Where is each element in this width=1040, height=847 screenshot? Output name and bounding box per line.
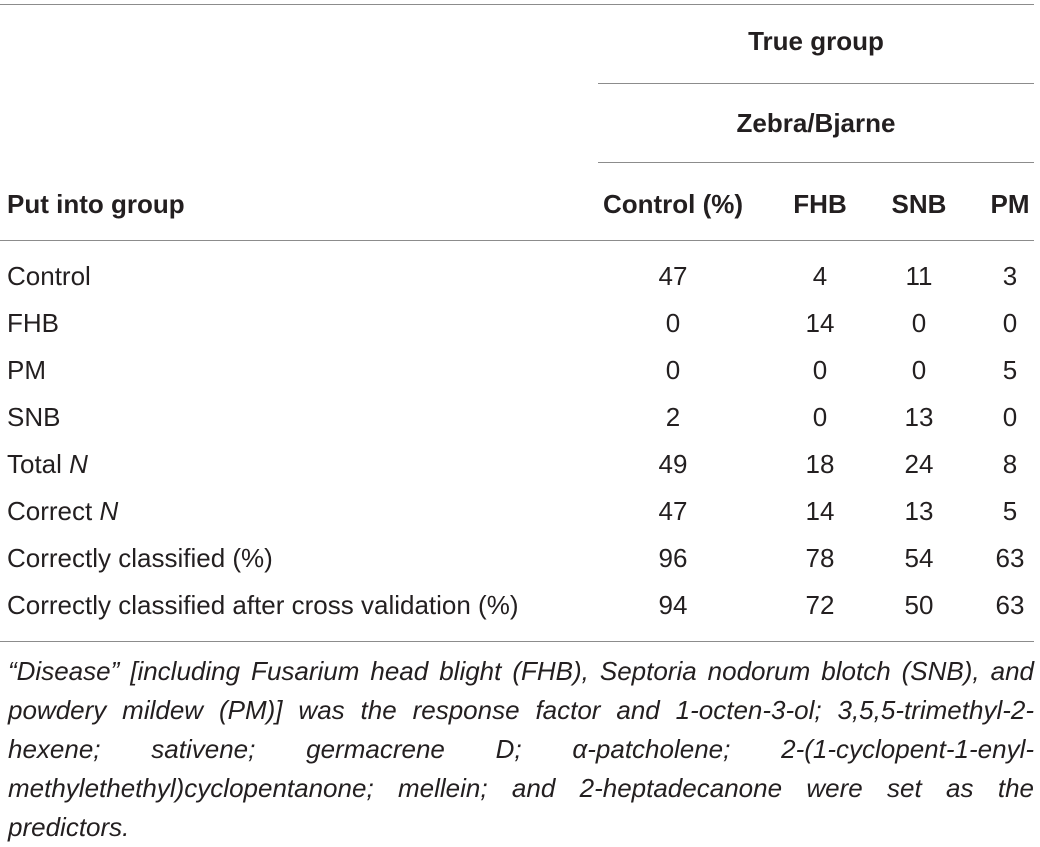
- col-header-snb: SNB: [891, 189, 947, 219]
- cell-fhb: 72: [805, 590, 835, 620]
- row-label-text: Correct: [7, 496, 100, 526]
- cell-pm: 0: [1002, 402, 1018, 432]
- cell-control: 96: [658, 543, 688, 573]
- row-label: [7, 543, 273, 573]
- cell-snb: 54: [904, 543, 934, 573]
- row-label-text: SNB: [7, 402, 61, 432]
- subgroup-rule: [598, 162, 1034, 163]
- table-footnote: “Disease” [including Fusarium head blight (FHB), Septoria nodorum blotch (SNB), and powdery mildew (PM)] was the response factor and 1-octen-3-ol; 3,5,5-trimethyl-2-hexene; sativene; germacrene D; α-patcholene; 2-(1-cyclopent-1-enyl-methylethethyl)cyclopentanone; mellein; and 2-heptadecanone were set as the predictors.: [8, 656, 1034, 842]
- cell-pm: 0: [1002, 308, 1018, 338]
- cell-fhb: 18: [805, 449, 835, 479]
- row-label-symbol: N: [69, 449, 88, 479]
- cell-control: 49: [658, 449, 688, 479]
- cell-control: 0: [665, 308, 681, 338]
- cell-pm: 3: [1002, 261, 1018, 291]
- row-label-text: Correctly classified after cross validation (%): [7, 590, 519, 620]
- cell-fhb: 0: [812, 355, 828, 385]
- cell-control: 47: [658, 496, 688, 526]
- table-bottom-rule: [0, 641, 1034, 642]
- row-label: [7, 402, 60, 432]
- row-label: [7, 261, 91, 291]
- cell-pm: 63: [995, 543, 1025, 573]
- row-label-text: PM: [7, 355, 46, 385]
- subgroup-heading: Zebra/Bjarne: [736, 108, 896, 138]
- row-label: [7, 355, 46, 385]
- cell-pm: 8: [1002, 449, 1018, 479]
- row-label-text: Total: [7, 449, 70, 479]
- cell-snb: 11: [905, 261, 933, 291]
- cell-control: 94: [658, 590, 688, 620]
- cell-fhb: 14: [805, 496, 835, 526]
- col-header-pm: PM: [990, 189, 1030, 219]
- row-label-text: Control: [7, 261, 91, 291]
- row-label: [7, 308, 59, 338]
- cell-snb: 24: [904, 449, 934, 479]
- cell-pm: 5: [1002, 355, 1018, 385]
- row-label: [7, 449, 88, 479]
- cell-snb: 0: [911, 355, 927, 385]
- col-header-fhb: FHB: [793, 189, 847, 219]
- cell-snb: 0: [911, 308, 927, 338]
- cell-snb: 50: [904, 590, 934, 620]
- cell-pm: 63: [995, 590, 1025, 620]
- cell-snb: 13: [904, 496, 934, 526]
- col-header-control: Control (%): [602, 189, 744, 219]
- true-group-heading: True group: [748, 26, 884, 56]
- cell-control: 2: [665, 402, 681, 432]
- row-header: Put into group: [7, 189, 185, 219]
- header-bottom-rule: [0, 240, 1034, 241]
- cell-fhb: 4: [812, 261, 828, 291]
- cell-pm: 5: [1002, 496, 1018, 526]
- row-label-symbol: N: [99, 496, 119, 526]
- cell-control: 47: [658, 261, 688, 291]
- cell-fhb: 14: [805, 308, 835, 338]
- top-rule: [0, 4, 1034, 5]
- row-label: [7, 496, 118, 526]
- cell-control: 0: [665, 355, 681, 385]
- cell-snb: 13: [904, 402, 934, 432]
- row-label-text: FHB: [7, 308, 59, 338]
- cell-fhb: 78: [805, 543, 835, 573]
- cell-fhb: 0: [812, 402, 828, 432]
- true-group-rule: [598, 83, 1034, 84]
- row-label-text: Correctly classified (%): [7, 543, 273, 573]
- row-label: [7, 590, 519, 620]
